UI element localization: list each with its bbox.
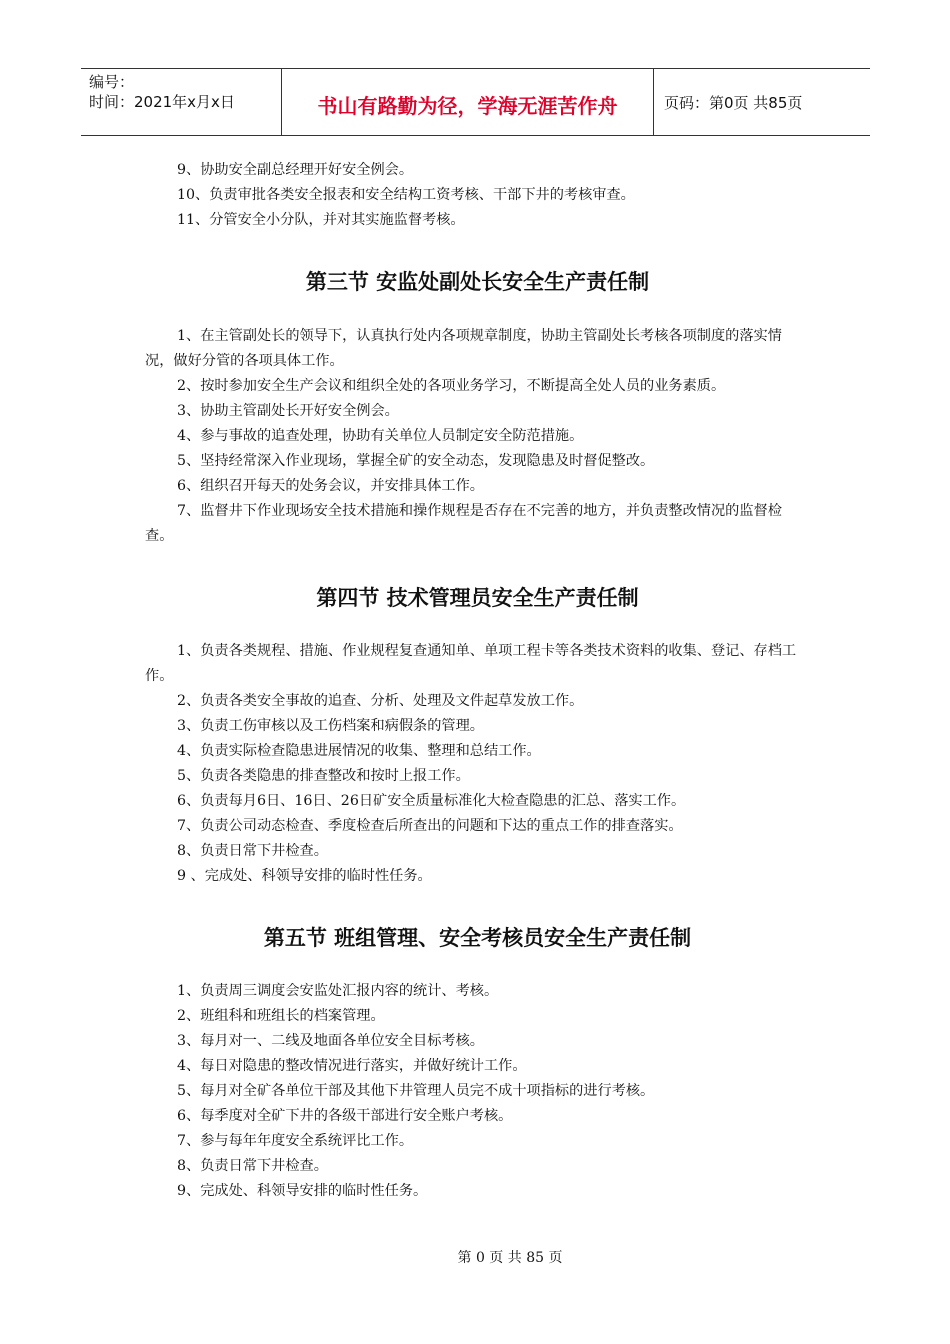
- page-footer: 第 0 页 共 85 页: [457, 1250, 563, 1266]
- list-item: 2、负责各类安全事故的追查、分析、处理及文件起草发放工作。: [177, 693, 584, 709]
- list-item: 3、协助主管副处长开好安全例会。: [177, 403, 399, 419]
- list-item: 4、负责实际检查隐患进展情况的收集、整理和总结工作。: [177, 743, 541, 759]
- list-item: 5、坚持经常深入作业现场，掌握全矿的安全动态，发现隐患及时督促整改。: [177, 453, 655, 469]
- list-item: 2、班组科和班组长的档案管理。: [177, 1008, 385, 1024]
- header-meta: [81, 69, 282, 135]
- document-number-label: 编号：: [89, 73, 135, 91]
- list-item: 8、负责日常下井检查。: [177, 843, 328, 859]
- list-item: 1、负责各类规程、措施、作业规程复查通知单、单项工程卡等各类技术资料的收集、登记、存档工作。: [145, 643, 797, 684]
- list-item: 3、每月对一、二线及地面各单位安全目标考核。: [177, 1033, 484, 1049]
- list-item: 1、负责周三调度会安监处汇报内容的统计、考核。: [177, 983, 499, 999]
- header-motto: 书山有路勤为径，学海无涯苦作舟: [282, 69, 654, 135]
- list-item: 10、负责审批各类安全报表和安全结构工资考核、干部下井的考核审查。: [177, 187, 635, 203]
- list-item: 2、按时参加安全生产会议和组织全处的各项业务学习，不断提高全处人员的业务素质。: [177, 378, 726, 394]
- list-item: 4、参与事故的追查处理，协助有关单位人员制定安全防范措施。: [177, 428, 584, 444]
- list-item: 9 、完成处、科领导安排的临时性任务。: [177, 868, 432, 884]
- list-item: 8、负责日常下井检查。: [177, 1158, 328, 1174]
- list-item: 6、负责每月6日、16日、26日矿安全质量标准化大检查隐患的汇总、落实工作。: [177, 793, 686, 809]
- list-item: 7、负责公司动态检查、季度检查后所查出的问题和下达的重点工作的排查落实。: [177, 818, 683, 834]
- section-heading: 第三节 安监处副处长安全生产责任制: [305, 270, 650, 294]
- section-heading: 第五节 班组管理、安全考核员安全生产责任制: [263, 926, 692, 950]
- document-body: [145, 158, 810, 1204]
- list-item: 5、每月对全矿各单位干部及其他下井管理人员完不成十项指标的进行考核。: [177, 1083, 655, 1099]
- list-item: 6、组织召开每天的处务会议，并安排具体工作。: [177, 478, 484, 494]
- page-header: [81, 68, 870, 136]
- list-item: 5、负责各类隐患的排查整改和按时上报工作。: [177, 768, 470, 784]
- list-item: 3、负责工伤审核以及工伤档案和病假条的管理。: [177, 718, 484, 734]
- section-heading: 第四节 技术管理员安全生产责任制: [316, 586, 639, 610]
- list-item: 6、每季度对全矿下井的各级干部进行安全账户考核。: [177, 1108, 513, 1124]
- list-item: 9、完成处、科领导安排的临时性任务。: [177, 1183, 428, 1199]
- list-item: 7、监督井下作业现场安全技术措施和操作规程是否存在不完善的地方，并负责整改情况的监督检查。: [145, 503, 782, 544]
- document-time: 时间：2021年x月x日: [89, 93, 235, 111]
- list-item: 4、每日对隐患的整改情况进行落实，并做好统计工作。: [177, 1058, 527, 1074]
- list-item: 9、协助安全副总经理开好安全例会。: [177, 162, 414, 178]
- list-item: 11、分管安全小分队，并对其实施监督考核。: [177, 212, 465, 228]
- list-item: 7、参与每年年度安全系统评比工作。: [177, 1133, 414, 1149]
- list-item: 1、在主管副处长的领导下，认真执行处内各项规章制度，协助主管副处长考核各项制度的落实情况，做好分管的各项具体工作。: [145, 328, 782, 369]
- header-page-info: 页码：第0页 共85页: [664, 93, 803, 112]
